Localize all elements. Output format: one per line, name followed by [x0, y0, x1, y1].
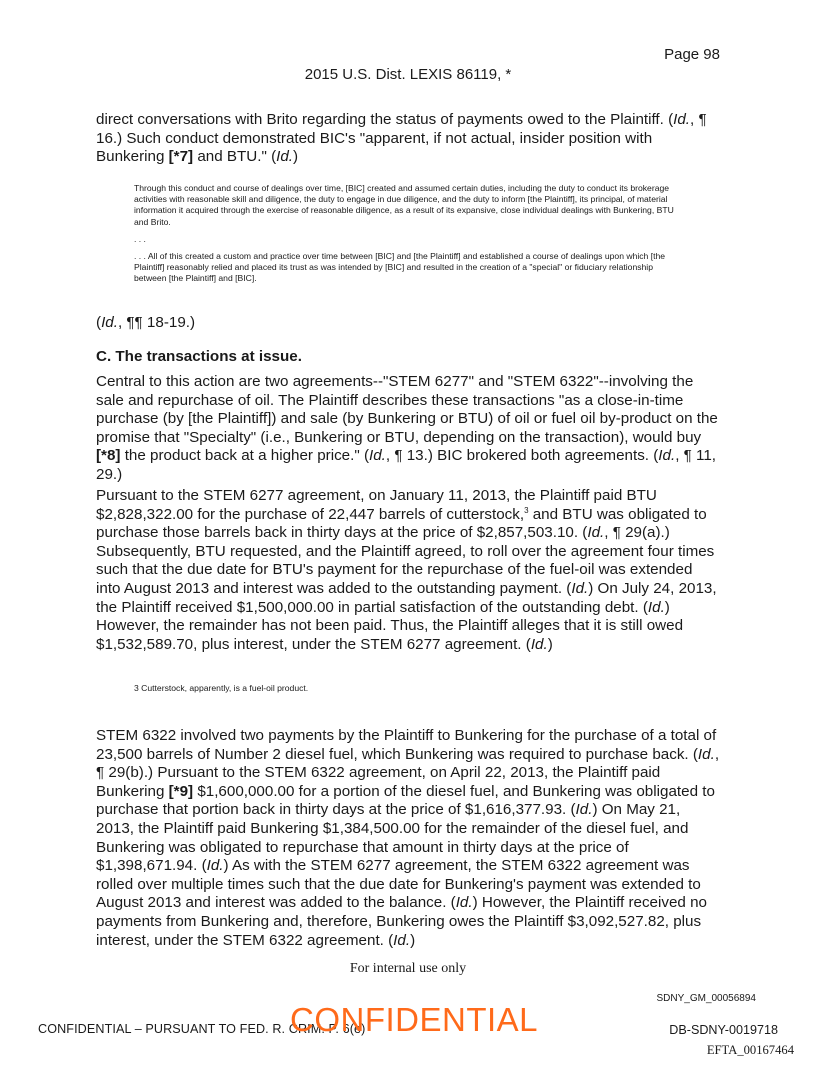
block-quote-para-1: Through this conduct and course of dealings over time, [BIC] created and assumed certain duties, including the duty to conduct its brokerage activities with reasonable skill and diligence, the duty to engage in due diligence, and the duty to inform [the Plaintiff], its principal, of material information it acquired through the exercise of reasonable diligence, as a result of its expansive, close individual dealings with Bunkering, BTU and Brito.: [134, 183, 674, 227]
star-page-marker: [*8]: [96, 447, 121, 465]
text: direct conversations with Brito regarding the status of payments owed to the Plaintiff. (: [96, 111, 674, 128]
id-cite: Id.: [455, 894, 473, 912]
text: ): [410, 931, 416, 949]
section-heading: C. The transactions at issue.: [96, 348, 302, 365]
efta-number: EFTA_00167464: [706, 1043, 794, 1057]
id-cite: Id.: [206, 857, 224, 875]
text: ) As with the STEM 6277 agreement, the STEM 6322 agreement was rolled over multiple times such that the due date for Bunkering's payment was extended to August 2013 and interest was added to the balance. (: [96, 857, 701, 912]
cite-after-quote: [96, 314, 720, 333]
id-cite: Id.: [276, 148, 294, 166]
id-cite: Id.: [369, 447, 386, 465]
text: $1,600,000.00 for a portion of the diesel fuel, and Bunkering was obligated to purchase that portion back in thirty days at the price of $1,616,377.93. (: [96, 782, 715, 819]
text: ) On May 21, 2013, the Plaintiff paid Bunkering $1,384,500.00 for the remainder of the diesel fuel, and Bunkering was obligated to repurchase that amount in thirty days at the price of $1,398,671.94. (: [96, 801, 689, 875]
block-quote: [134, 183, 686, 285]
text: STEM 6322 involved two payments by the Plaintiff to Bunkering for the purchase of a total of 23,500 barrels of Number 2 diesel fuel, which Bunkering was required to purchase back. (: [96, 727, 717, 763]
text: Central to this action are two agreements--"STEM 6277" and "STEM 6322"--involving the sale and repurchase of oil. The Plaintiff describes these transactions "as a close-in-time purchase (by [the Plaintiff]) and sale (by Bunkering or BTU) of oil or fuel oil by-product on the promise that "Specialty" (i.e., Bunkering or BTU, depending on the transaction), would buy: [96, 373, 718, 446]
text: ) On July 24, 2013, the Plaintiff received $1,500,000.00 in partial satisfaction of the outstanding debt. (: [96, 579, 717, 616]
id-cite: Id.: [697, 745, 715, 763]
id-cite: Id.: [647, 598, 665, 616]
block-quote-ellipsis: . . .: [134, 233, 146, 244]
text: and BTU." (: [193, 148, 277, 166]
confidential-notice: CONFIDENTIAL – PURSUANT TO FED. R. CRIM. P. 6(e): [38, 1022, 366, 1036]
paragraph-brito-conversations: [96, 111, 720, 167]
star-page-marker: [*7]: [168, 148, 194, 166]
block-quote-para-2: . . . All of this created a custom and practice over time between [BIC] and [the Plaintiff] and established a course of dealings upon which [the Plaintiff] reasonably relied and placed its trust as was intended by [BIC] and resulted in the creation of a "special" or fiduciary relationship between [the Plaintiff] and [BIC].: [134, 251, 666, 284]
footnote-3: 3 Cutterstock, apparently, is a fuel-oil product.: [134, 683, 309, 693]
text: ): [293, 148, 299, 166]
text: the product back at a higher price." (: [120, 447, 370, 465]
id-cite: Id.: [587, 524, 605, 542]
id-cite: Id.: [571, 579, 589, 597]
text: , ¶ 29(a).) Subsequently, BTU requested, and the Plaintiff agreed, to roll over the agreement four times such that the due date for BTU's payment for the repurchase of the fuel-oil was extended into August 2013 and interest was added to the outstanding payment. (: [96, 524, 715, 597]
text: ): [547, 635, 553, 653]
confidential-stamp: CONFIDENTIAL: [290, 1001, 539, 1038]
star-page-marker: [*9]: [168, 782, 194, 800]
id-cite: Id.: [101, 314, 118, 331]
case-citation: 2015 U.S. Dist. LEXIS 86119, *: [304, 66, 512, 83]
text: Pursuant to the STEM 6277 agreement, on January 11, 2013, the Plaintiff paid BTU $2,828,322.00 for the purchase of 22,447 barrels of cutterstock,: [96, 487, 657, 523]
text: ) However, the Plaintiff received no payments from Bunkering and, therefore, Bunkering owes the Plaintiff $3,092,527.82, plus interest, under the STEM 6322 agreement. (: [96, 894, 707, 949]
paragraph-agreements: [96, 373, 720, 485]
id-cite: Id.: [393, 931, 411, 949]
text: (: [96, 314, 102, 331]
id-cite: Id.: [673, 111, 691, 128]
id-cite: Id.: [575, 801, 593, 819]
text: , ¶ 11, 29.): [96, 447, 716, 483]
text: ) However, the remainder has not been paid. Thus, the Plaintiff alleges that it is still owed $1,532,589.70, plus interest, under the STEM 6277 agreement. (: [96, 598, 684, 653]
text: , ¶ 16.) Such conduct demonstrated BIC's "apparent, if not actual, insider position with Bunkering: [96, 111, 707, 166]
text: , ¶ 29(b).) Pursuant to the STEM 6322 agreement, on April 22, 2013, the Plaintiff paid Bunkering: [96, 745, 720, 800]
footnote-marker: 3: [524, 505, 529, 515]
text: , ¶¶ 18-19.): [117, 314, 196, 331]
text: and BTU was obligated to purchase those barrels back in thirty days at the price of $2,857,503.10. (: [96, 505, 707, 542]
text: , ¶ 13.) BIC brokered both agreements. (: [385, 447, 659, 465]
id-cite: Id.: [530, 635, 548, 653]
id-cite: Id.: [658, 447, 676, 465]
internal-use-note: For internal use only: [349, 961, 467, 976]
paragraph-stem-6277: [96, 487, 720, 654]
bates-db: DB-SDNY-0019718: [669, 1023, 778, 1037]
page-number: Page 98: [664, 46, 720, 63]
bates-gm: SDNY_GM_00056894: [656, 993, 756, 1004]
paragraph-stem-6322: [96, 727, 720, 950]
